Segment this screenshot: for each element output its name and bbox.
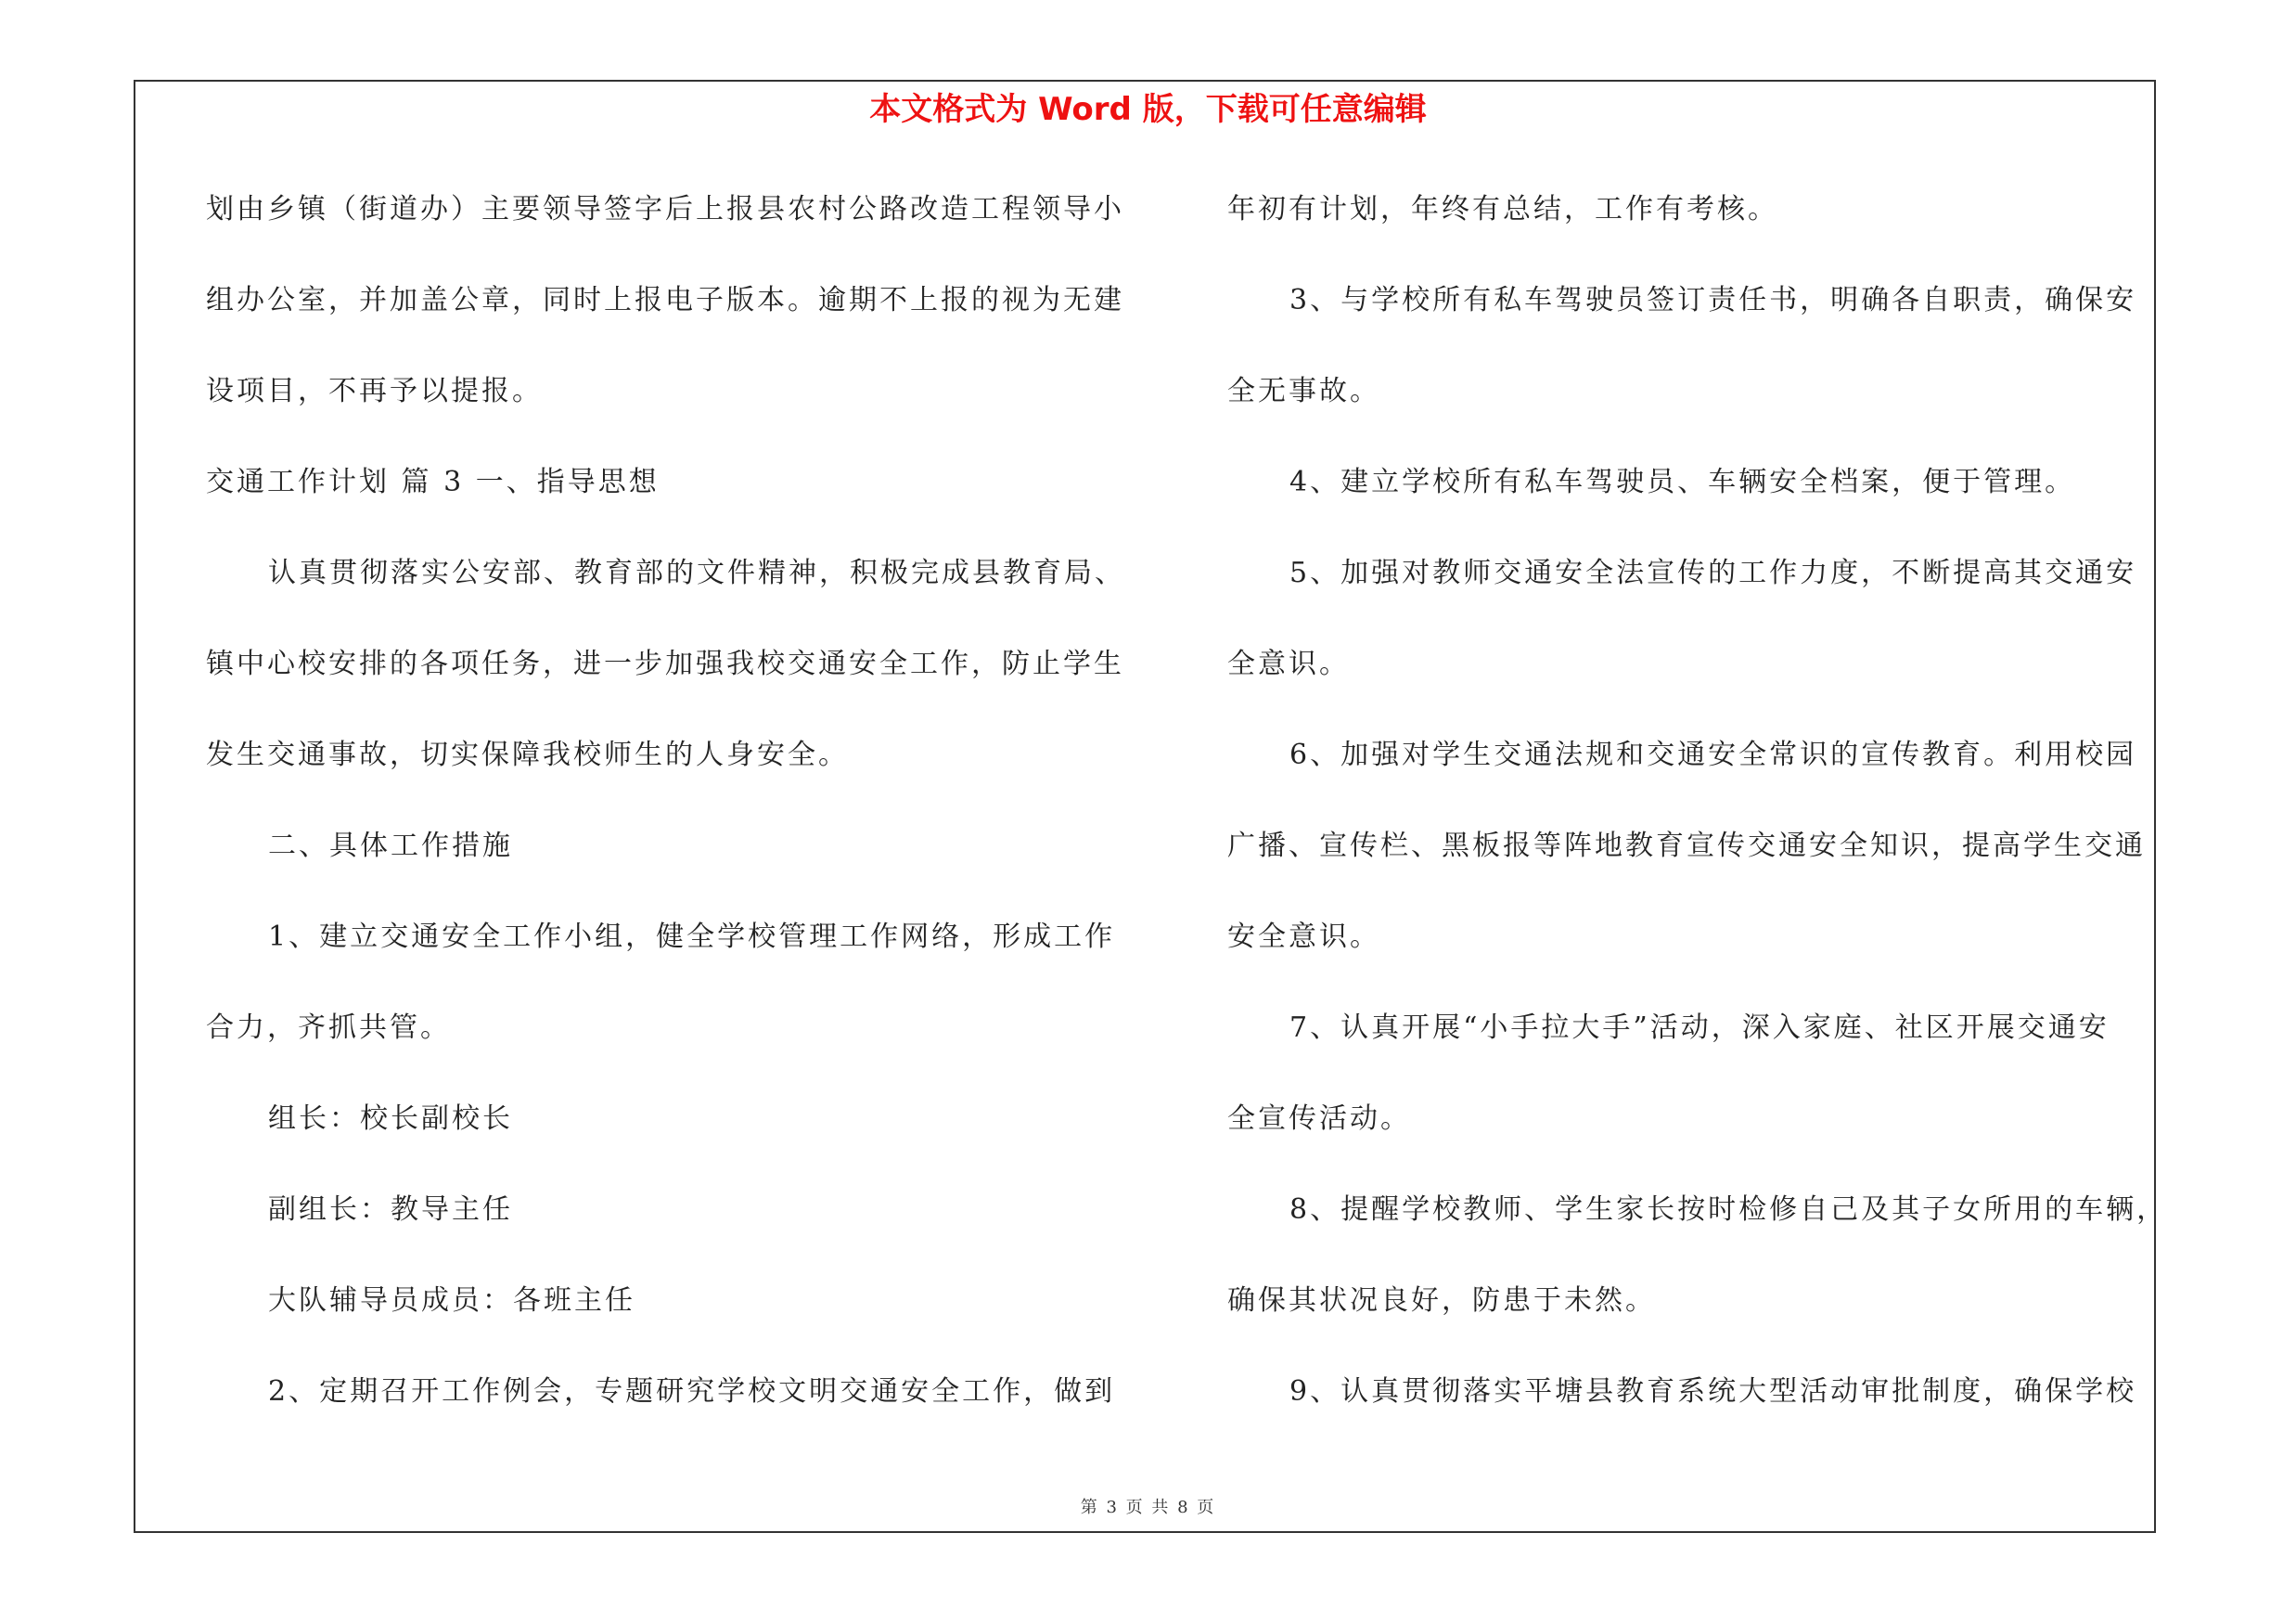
right-text-line: 5、加强对教师交通安全法宣传的工作力度，不断提高其交通安 [1289, 557, 2137, 589]
left-text-line: 发生交通事故，切实保障我校师生的人身安全。 [206, 739, 849, 771]
left-text-line: 划由乡镇（街道办）主要领导签字后上报县农村公路改造工程领导小 [206, 193, 1124, 225]
right-text-line: 9、认真贯彻落实平塘县教育系统大型活动审批制度，确保学校 [1289, 1375, 2137, 1408]
right-text-line: 全宣传活动。 [1227, 1102, 1411, 1135]
format-banner: 本文格式为 Word 版，下载可任意编辑 [869, 91, 1427, 128]
left-text-line: 二、具体工作措施 [268, 830, 513, 862]
right-text-line: 4、建立学校所有私车驾驶员、车辆安全档案，便于管理。 [1289, 466, 2076, 498]
right-text-line: 7、认真开展“小手拉大手”活动，深入家庭、社区开展交通安 [1289, 1011, 2110, 1044]
left-text-line: 设项目，不再予以提报。 [206, 375, 543, 407]
left-text-line: 组长：校长副校长 [268, 1102, 513, 1135]
left-column [206, 187, 1143, 1460]
right-text-line: 全意识。 [1227, 648, 1350, 680]
left-text-line: 2、定期召开工作例会，专题研究学校文明交通安全工作，做到 [268, 1375, 1116, 1408]
right-text-line: 3、与学校所有私车驾驶员签订责任书，明确各自职责，确保安 [1289, 284, 2137, 316]
left-text-line: 镇中心校安排的各项任务，进一步加强我校交通安全工作，防止学生 [206, 648, 1124, 680]
right-text-line: 8、提醒学校教师、学生家长按时检修自己及其子女所用的车辆， [1289, 1193, 2168, 1226]
left-text-line: 组办公室，并加盖公章，同时上报电子版本。逾期不上报的视为无建 [206, 284, 1124, 316]
left-text-line: 副组长：教导主任 [268, 1193, 513, 1226]
right-text-line: 6、加强对学生交通法规和交通安全常识的宣传教育。利用校园 [1289, 739, 2137, 771]
right-text-line: 年初有计划，年终有总结，工作有考核。 [1227, 193, 1778, 225]
right-text-line: 全无事故。 [1227, 375, 1380, 407]
left-text-line: 合力，齐抓共管。 [206, 1011, 451, 1044]
left-text-line: 大队辅导员成员：各班主任 [268, 1284, 635, 1317]
right-column [1227, 187, 2168, 1460]
left-text-line: 1、建立交通安全工作小组，健全学校管理工作网络，形成工作 [268, 921, 1116, 953]
left-text-line: 认真贯彻落实公安部、教育部的文件精神，积极完成县教育局、 [268, 557, 1125, 589]
right-text-line: 确保其状况良好，防患于未然。 [1227, 1284, 1656, 1317]
right-text-line: 安全意识。 [1227, 921, 1380, 953]
left-text-line: 交通工作计划 篇 3 一、指导思想 [206, 466, 660, 498]
page-number: 第 3 页 共 8 页 [1080, 1498, 1216, 1517]
right-text-line: 广播、宣传栏、黑板报等阵地教育宣传交通安全知识，提高学生交通 [1227, 830, 2146, 862]
